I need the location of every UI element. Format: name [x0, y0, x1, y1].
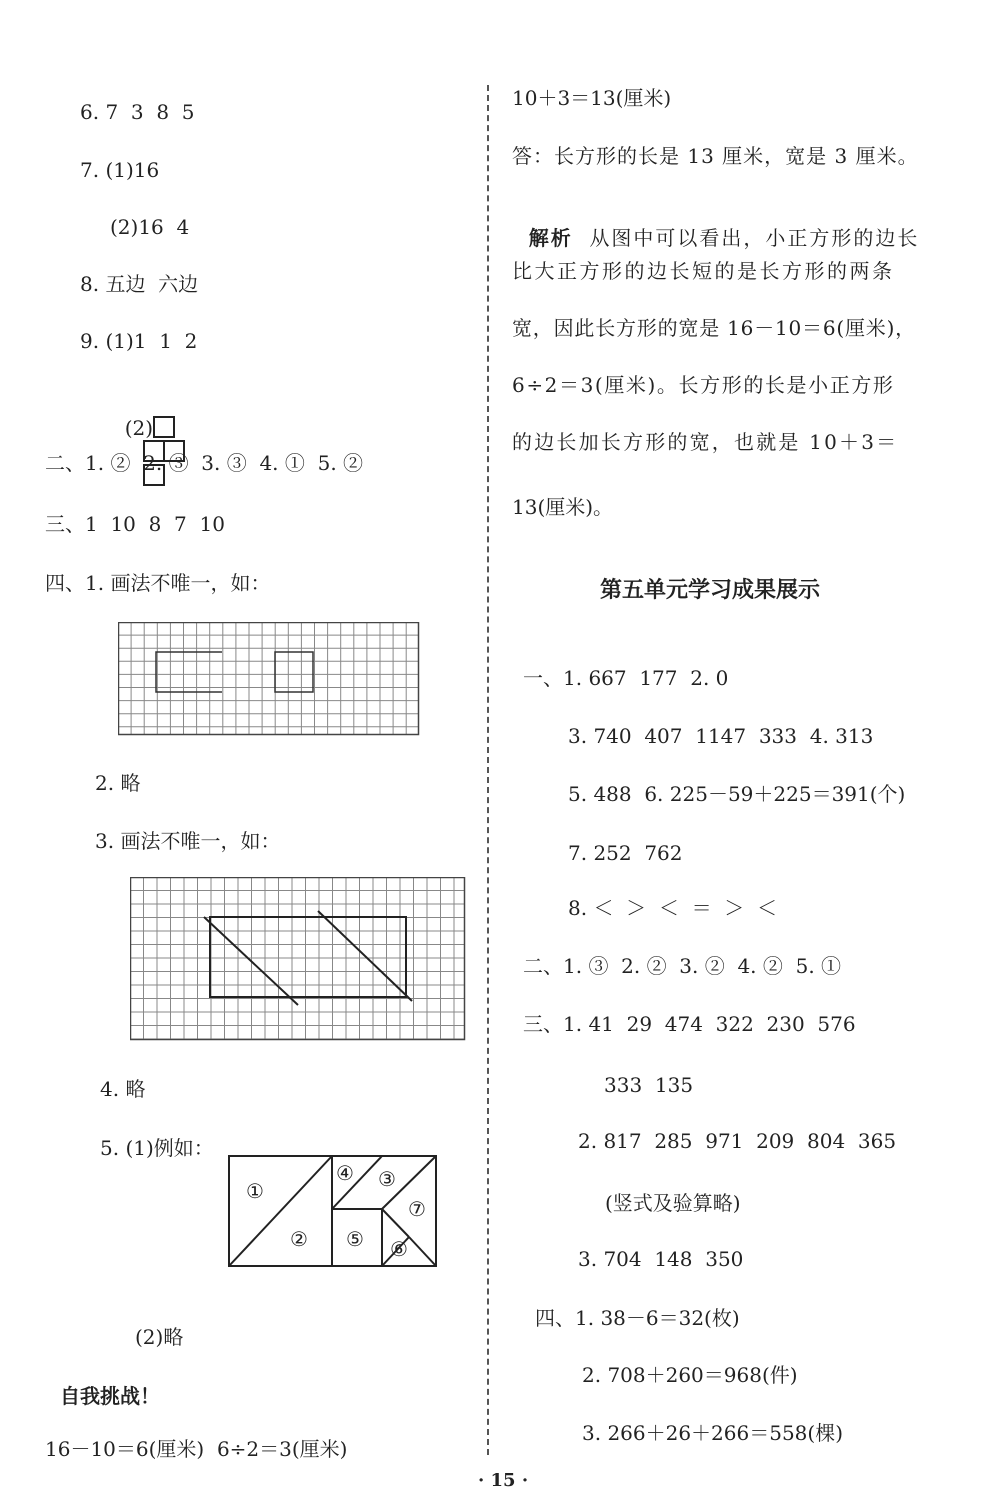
- answer-line: 二、1. ② 2. ③ 3. ③ 4. ① 5. ②: [45, 451, 364, 475]
- piece-label: ⑥: [390, 1237, 408, 1261]
- piece-label: ⑤: [346, 1227, 364, 1251]
- answer-line: 5. 488 6. 225－59＋225＝391(个): [568, 782, 906, 806]
- answer-line: 6. 7 3 8 5: [80, 100, 195, 124]
- answer-line: 5. (1)例如：: [100, 1136, 214, 1160]
- answer-line: 7. (1)16: [80, 158, 160, 182]
- answer-line: 四、1. 画法不唯一，如：: [45, 571, 271, 595]
- analysis-label: 解析: [528, 226, 573, 250]
- answer-line: 3. 266＋26＋266＝558(棵): [582, 1421, 844, 1445]
- answer-line: 8. 五边 六边: [80, 272, 199, 296]
- analysis-text: 从图中可以看出，小正方形的边长: [589, 226, 920, 250]
- answer-line: 10＋3＝13(厘米): [512, 86, 672, 110]
- grid-drawing-1: [118, 622, 420, 736]
- answer-line: 2. 817 285 971 209 804 365: [578, 1129, 897, 1153]
- answer-line: 16－10＝6(厘米) 6÷2＝3(厘米): [45, 1437, 348, 1461]
- challenge-heading: 自我挑战！: [60, 1384, 160, 1408]
- answer-line: 8. ＜ ＞ ＜ ＝ ＞ ＜: [568, 896, 778, 920]
- analysis-line: 比大正方形的边长短的是长方形的两条: [512, 259, 895, 283]
- grid-drawing-2: [130, 877, 466, 1041]
- answer-line: (2)略: [135, 1325, 184, 1349]
- answer-line: 3. 704 148 350: [578, 1247, 744, 1271]
- analysis-line: 6÷2＝3(厘米)。长方形的长是小正方形: [512, 373, 895, 397]
- piece-label: ④: [336, 1161, 354, 1185]
- answer-line: (竖式及验算略): [605, 1191, 741, 1215]
- answer-line: 二、1. ③ 2. ② 3. ② 4. ② 5. ①: [523, 954, 842, 978]
- answer-line: 3. 画法不唯一，如：: [95, 829, 281, 853]
- answer-line: 9. (1)1 1 2: [80, 329, 198, 353]
- answer-line: 四、1. 38－6＝32(枚): [535, 1306, 740, 1330]
- section-title: 第五单元学习成果展示: [600, 578, 821, 603]
- analysis-line: [512, 202, 919, 250]
- piece-label: ②: [290, 1227, 308, 1251]
- answer-line: 2. 708＋260＝968(件): [582, 1363, 798, 1387]
- piece-label: ①: [246, 1179, 264, 1203]
- answer-line: 三、1. 41 29 474 322 230 576: [523, 1012, 856, 1036]
- square-shape: [153, 416, 175, 438]
- column-divider: [487, 85, 489, 1455]
- piece-label: ⑦: [408, 1197, 426, 1221]
- answer-line: 一、1. 667 177 2. 0: [523, 666, 729, 690]
- answer-line: 4. 略: [100, 1077, 146, 1101]
- answer-line: 三、1 10 8 7 10: [45, 512, 225, 536]
- answer-line: (2)16 4: [110, 215, 190, 239]
- tangram-figure: [228, 1155, 438, 1267]
- answer-line: 3. 740 407 1147 333 4. 313: [568, 724, 874, 748]
- page-number: · 15 ·: [478, 1470, 529, 1491]
- analysis-line: 13(厘米)。: [512, 495, 614, 519]
- answer-line: 333 135: [604, 1073, 694, 1097]
- answer-label: (2): [124, 416, 154, 440]
- answer-line: 答：长方形的长是 13 厘米，宽是 3 厘米。: [512, 144, 919, 168]
- analysis-line: 的边长加长方形的宽，也就是 10＋3＝: [512, 430, 899, 454]
- answer-line: 2. 略: [95, 771, 141, 795]
- analysis-line: 宽，因此长方形的宽是 16－10＝6(厘米)，: [512, 316, 916, 340]
- piece-label: ③: [378, 1167, 396, 1191]
- answer-line: 7. 252 762: [568, 841, 683, 865]
